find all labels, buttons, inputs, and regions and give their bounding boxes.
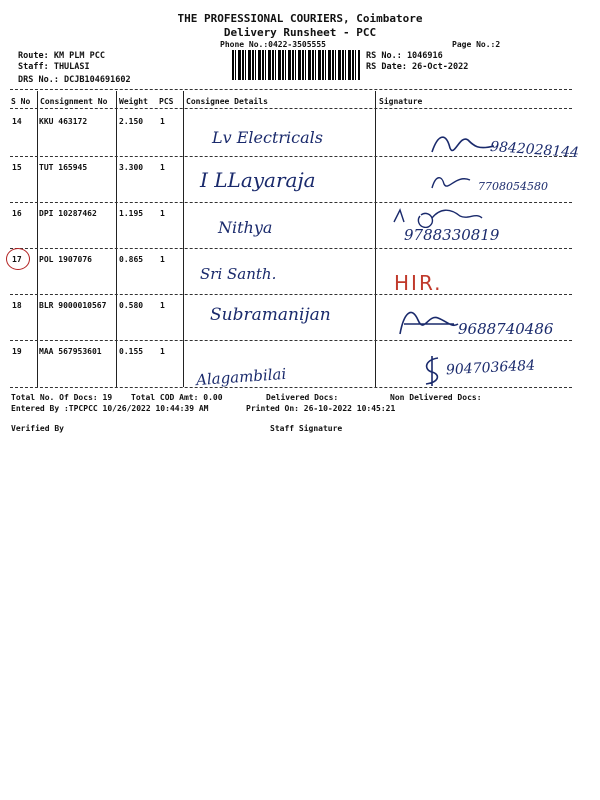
column-rule bbox=[37, 91, 38, 387]
row-divider bbox=[10, 202, 572, 203]
delivered-docs: Delivered Docs: bbox=[266, 393, 339, 402]
col-consignment: Consignment No bbox=[40, 97, 108, 106]
table-row-pcs: 1 bbox=[160, 255, 165, 264]
column-rule bbox=[375, 91, 376, 387]
handwritten-consignee: Nithya bbox=[218, 218, 273, 237]
printed-on: Printed On: 26-10-2022 10:45:21 bbox=[246, 404, 396, 413]
table-row-sno: 16 bbox=[12, 209, 22, 218]
table-row-sno: 17 bbox=[12, 255, 22, 264]
handwritten-signature: 7708054580 bbox=[478, 180, 548, 193]
verified-by: Verified By bbox=[11, 424, 64, 433]
table-row-consignment: POL 1907076 bbox=[39, 255, 92, 264]
table-row-consignment: KKU 463172 bbox=[39, 117, 88, 126]
handwritten-signature: 9047036484 bbox=[445, 357, 536, 379]
table-row-sno: 18 bbox=[12, 301, 22, 310]
col-pcs: PCS bbox=[159, 97, 174, 106]
non-delivered-docs: Non Delivered Docs: bbox=[390, 393, 482, 402]
divider bbox=[10, 387, 572, 388]
row-divider bbox=[10, 340, 572, 341]
table-row-consignment: TUT 165945 bbox=[39, 163, 88, 172]
barcode bbox=[232, 50, 360, 80]
table-row-weight: 2.150 bbox=[119, 117, 144, 126]
table-row-weight: 0.865 bbox=[119, 255, 144, 264]
table-row-weight: 0.155 bbox=[119, 347, 144, 356]
table-row-pcs: 1 bbox=[160, 209, 165, 218]
table-row-pcs: 1 bbox=[160, 163, 165, 172]
signature-scribble bbox=[428, 170, 474, 194]
signature-scribble bbox=[394, 304, 460, 342]
divider bbox=[10, 89, 572, 90]
entered-by: Entered By :TPCPCC 10/26/2022 10:44:39 AM bbox=[11, 404, 209, 413]
handwritten-consignee: Subramanijan bbox=[210, 305, 331, 325]
row-divider bbox=[10, 248, 572, 249]
rs-date: RS Date: 26-Oct-2022 bbox=[366, 62, 469, 72]
table-row-sno: 15 bbox=[12, 163, 22, 172]
staff: Staff: THULASI bbox=[18, 62, 90, 72]
table-row-weight: 3.300 bbox=[119, 163, 144, 172]
column-rule bbox=[116, 91, 117, 387]
document-title: Delivery Runsheet - PCC bbox=[223, 26, 377, 39]
signature-scribble bbox=[390, 206, 486, 228]
staff-signature: Staff Signature bbox=[270, 424, 343, 433]
handwritten-consignee: Lv Electricals bbox=[212, 128, 323, 147]
handwritten-signature: 9842028144 bbox=[489, 138, 580, 162]
table-row-sno: 14 bbox=[12, 117, 22, 126]
handwritten-signature: 9788330819 bbox=[404, 226, 500, 244]
handwritten-signature: 9688740486 bbox=[458, 320, 554, 338]
row-divider bbox=[10, 156, 572, 157]
table-row-consignment: DPI 10287462 bbox=[39, 209, 97, 218]
column-rule bbox=[183, 91, 184, 387]
rs-number: RS No.: 1046916 bbox=[366, 51, 443, 61]
col-sno: S No bbox=[11, 97, 31, 106]
handwritten-signature: HIR. bbox=[394, 271, 443, 295]
route: Route: KM PLM PCC bbox=[18, 51, 105, 61]
col-consignee: Consignee Details bbox=[186, 97, 268, 106]
table-row-weight: 1.195 bbox=[119, 209, 144, 218]
handwritten-consignee: Alagambilai bbox=[195, 364, 287, 390]
table-row-consignment: MAA 567953601 bbox=[39, 347, 102, 356]
phone-number: Phone No.:0422-3505555 bbox=[220, 40, 326, 49]
table-row-pcs: 1 bbox=[160, 301, 165, 310]
row-divider bbox=[10, 294, 572, 295]
company-title: THE PROFESSIONAL COURIERS, Coimbatore bbox=[177, 12, 423, 25]
total-docs: Total No. Of Docs: 19 bbox=[11, 393, 113, 402]
table-row-consignment: BLR 9000010567 bbox=[39, 301, 107, 310]
handwritten-consignee: Sri Santh. bbox=[200, 265, 277, 283]
table-row-pcs: 1 bbox=[160, 347, 165, 356]
table-row-pcs: 1 bbox=[160, 117, 165, 126]
divider bbox=[10, 108, 572, 109]
signature-scribble bbox=[418, 354, 448, 388]
total-cod: Total COD Amt: 0.00 bbox=[131, 393, 223, 402]
col-weight: Weight bbox=[119, 97, 148, 106]
table-row-weight: 0.580 bbox=[119, 301, 144, 310]
drs-number: DRS No.: DCJB104691602 bbox=[18, 75, 131, 85]
page-number: Page No.:2 bbox=[452, 40, 501, 49]
col-signature: Signature bbox=[379, 97, 423, 106]
table-row-sno: 19 bbox=[12, 347, 22, 356]
handwritten-consignee: I LLayaraja bbox=[200, 168, 316, 192]
